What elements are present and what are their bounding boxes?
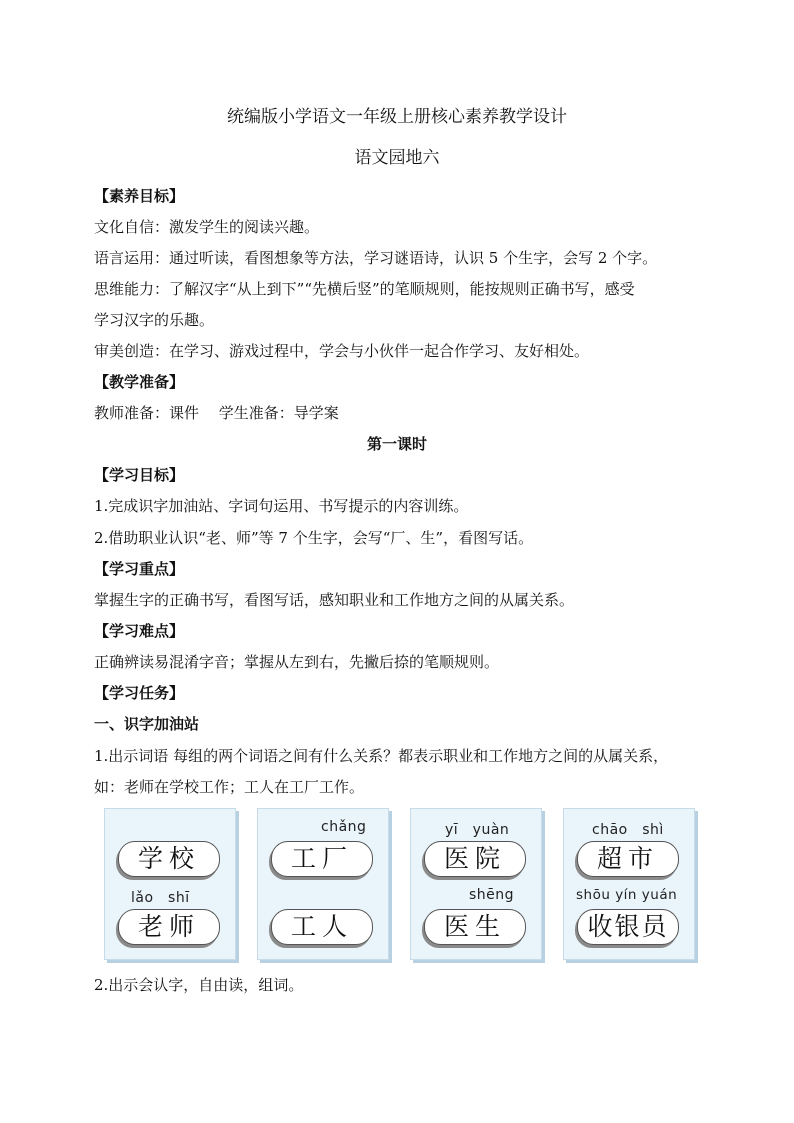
difficult-text: 正确辨读易混淆字音；掌握从左到右，先撇后捺的笔顺规则。 <box>94 653 500 671</box>
step-2: 2.出示会认字，自由读，组词。 <box>94 976 304 994</box>
key-text: 掌握生字的正确书写，看图写话，感知职业和工作地方之间的从属关系。 <box>94 591 575 609</box>
prep-heading: 【教学准备】 <box>94 373 185 391</box>
study-goals-heading: 【学习目标】 <box>94 466 185 484</box>
word-pill-bottom: 工人 <box>271 909 373 945</box>
document-subtitle: 语文园地六 <box>354 148 440 168</box>
pinyin-top: yī yuàn <box>445 822 510 838</box>
goal-culture: 文化自信：激发学生的阅读兴趣。 <box>94 218 320 236</box>
word-pill-bottom: 收银员 <box>577 909 679 945</box>
study-goal-1: 1.完成识字加油站、字词句运用、书写提示的内容训练。 <box>94 497 469 515</box>
pinyin-top: chāo shì <box>592 822 664 838</box>
study-goal-2: 2.借助职业认识“老、师”等 7 个生字，会写“厂、生”，看图写话。 <box>94 529 534 547</box>
word-pill-top: 工厂 <box>271 841 373 877</box>
pinyin-top: chǎng <box>321 819 367 835</box>
word-pill-top: 学校 <box>118 841 220 877</box>
pinyin-bottom: lǎo shī <box>131 890 190 906</box>
word-pill-bottom: 老师 <box>118 909 220 945</box>
goal-language: 语言运用：通过听读，看图想象等方法，学习谜语诗，认识 5 个生字，会写 2 个字。 <box>94 249 658 267</box>
pinyin-bottom: shēng <box>469 887 515 903</box>
word-pill-top: 医院 <box>424 841 526 877</box>
goal-aesthetic: 审美创造：在学习、游戏过程中，学会与小伙伴一起合作学习、友好相处。 <box>94 342 590 360</box>
document-title: 统编版小学语文一年级上册核心素养教学设计 <box>227 107 567 127</box>
pinyin-bottom: shōu yín yuán <box>576 887 678 903</box>
step-1-cont: 如：老师在学校工作；工人在工厂工作。 <box>94 778 365 796</box>
difficult-heading: 【学习难点】 <box>94 622 185 640</box>
word-card-hospital <box>410 808 542 960</box>
task-heading: 【学习任务】 <box>94 684 185 702</box>
word-card-supermarket <box>563 808 695 960</box>
step-1: 1.出示词语 每组的两个词语之间有什么关系？都表示职业和工作地方之间的从属关系， <box>94 747 669 765</box>
word-pill-top: 超市 <box>577 841 679 877</box>
word-card-factory <box>257 808 389 960</box>
goal-thinking-cont: 学习汉字的乐趣。 <box>94 311 215 329</box>
prep-text: 教师准备：课件 学生准备：导学案 <box>94 404 339 422</box>
goals-heading: 【素养目标】 <box>94 187 185 205</box>
section-heading: 一、识字加油站 <box>94 715 200 733</box>
word-pill-bottom: 医生 <box>424 909 526 945</box>
key-heading: 【学习重点】 <box>94 560 185 578</box>
goal-thinking: 思维能力：了解汉字“从上到下”“先横后竖”的笔顺规则，能按规则正确书写，感受 <box>94 280 635 298</box>
lesson-heading: 第一课时 <box>366 435 427 453</box>
word-card-school <box>104 808 236 960</box>
